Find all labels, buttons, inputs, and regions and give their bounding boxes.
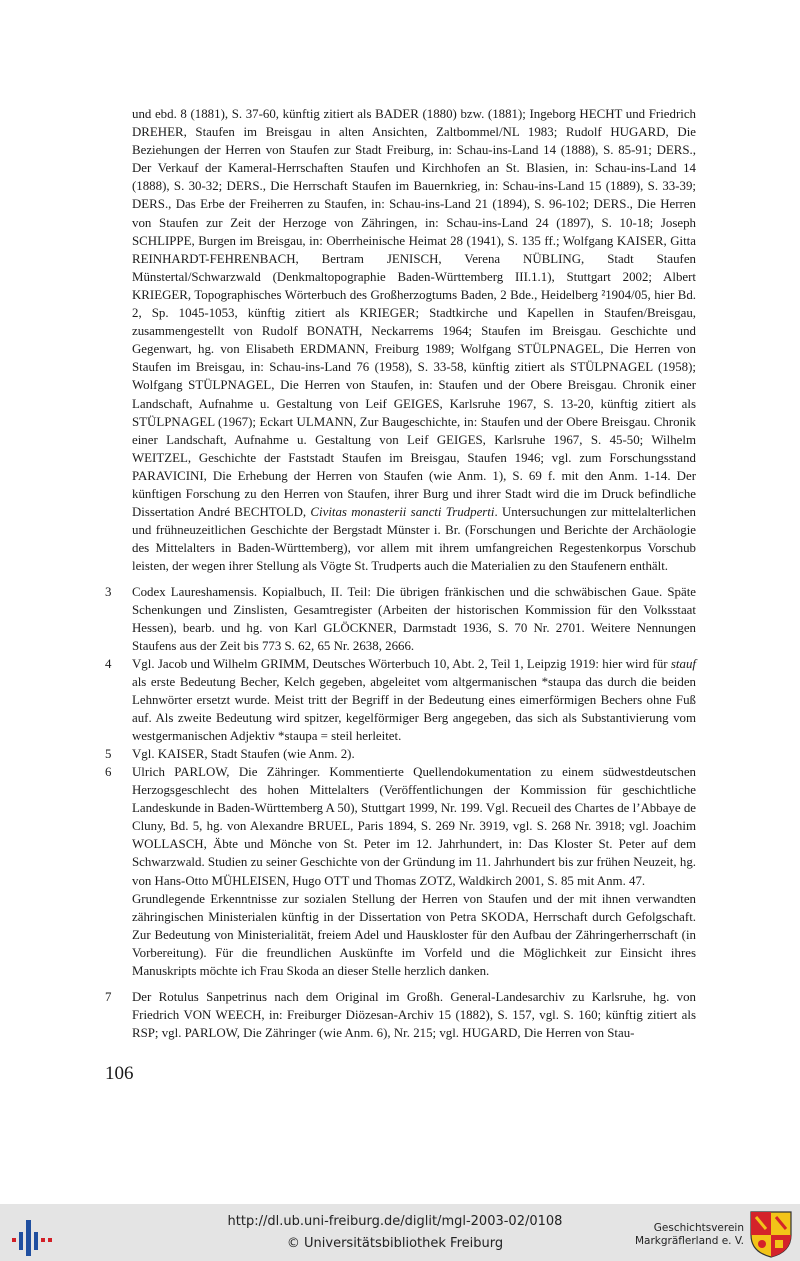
footnote-number: 5 xyxy=(105,747,112,761)
viewer-footer xyxy=(0,1204,800,1261)
footnote-text: Vgl. KAISER, Stadt Staufen (wie Anm. 2). xyxy=(132,747,355,761)
footnote-3 xyxy=(105,583,696,655)
footnote-paragraph: Grundlegende Erkenntnisse zur sozialen Stellung der Herren von Staufen und der mit ihnen verwandten zähringischen Ministerialen künftig in der Dissertation von Petra SKODA, Herrschaft durch Gefolgschaft. Zur Bedeutung von Ministerialität, freiem Adel und Hauskloster für den Aufbau der Zähringerherrschaft (in Vorbereitung). Für die freundlichen Auskünfte im Vorfeld und die Möglichkeit zur Einsicht ihres Manuskripts möchte ich Frau Skoda an dieser Stelle herzlich danken. xyxy=(132,891,696,979)
footnote-number: 4 xyxy=(105,657,112,671)
ub-freiburg-logo-icon[interactable] xyxy=(10,1212,54,1256)
footnote-text xyxy=(132,655,696,745)
footnote-7 xyxy=(105,988,696,1042)
footnote-text: Codex Laureshamensis. Kopialbuch, II. Teil: Die übrigen fränkischen und die schwäbischen Gaue. Späte Schenkungen und Zinslisten, Gesamtregister (Arbeiten der historischen Kommission für den Volksstaat Hessen), bearb. und hg. von Karl GLÖCKNER, Darmstadt 1936, S. 70 Nr. 2701. Weitere Nennungen Staufens aus der Zeit bis 773 S. 62, 65 Nr. 2638, 2666. xyxy=(132,585,696,654)
footnote-number: 7 xyxy=(105,990,112,1004)
society-name-line: Markgräflerland e. V. xyxy=(634,1235,744,1247)
footnote-italic-word: stauf xyxy=(670,657,696,671)
footnote-paragraph: Ulrich PARLOW, Die Zähringer. Kommentierte Quellendokumentation zu einem südwestdeutschen Herzogsgeschlecht des hohen Mittelalters (Veröffentlichungen der Kommission für geschichtliche Landeskunde in Baden-Württemberg A 50), Stuttgart 1999, Nr. 199. Vgl. Recueil des Chartes de l’Abbaye de Cluny, Bd. 5, hg. von Alexandre BRUEL, Paris 1894, S. 269 Nr. 3919, vgl. S. 268 Nr. 3918; vgl. Joachim WOLLASCH, Äbte und Mönche von St. Peter im 12. Jahrhundert, in: Das Kloster St. Peter auf dem Schwarzwald. Studien zu seiner Geschichte von der Gründung im 11. Jahrhundert bis zur frühen Neuzeit, hg. von Hans-Otto MÜHLEISEN, Hugo OTT und Thomas ZOTZ, Waldkirch 2001, S. 85 mit Anm. 47. xyxy=(132,765,696,888)
footnote-number: 6 xyxy=(105,765,112,779)
page-number: 106 xyxy=(105,1063,134,1084)
society-name-line: Geschichtsverein xyxy=(653,1222,744,1234)
society-name xyxy=(614,1222,744,1248)
copyright-text: © Universitätsbibliothek Freiburg xyxy=(286,1236,504,1251)
footnote-number: 3 xyxy=(105,585,112,599)
footnote-2-italic-title: Civitas monasterii sancti Trudperti xyxy=(310,505,495,520)
coat-of-arms-icon[interactable] xyxy=(748,1209,794,1259)
footnote-text-part: als erste Bedeutung Becher, Kelch gegeben, abgeleitet vom altgermanischen *staupa das durch die beiden Lehnwörter ersetzt wurde. Meist tritt der Begriff in der Bedeutung eines eimerförmigen Bechers ohne Fuß auf. Als zweite Bedeutung wird spitzer, kegelförmiger Berg angegeben, das sich als Substantivierung vom westgermanischen Adjektiv *staupa = steil herleitet. xyxy=(132,675,696,744)
footnote-6 xyxy=(105,763,696,980)
footnote-2-text-tail: . Untersuchungen zur mittelalterlichen und frühneuzeitlichen Geschichte der Bergstadt Münster i. Br. (Forschungen und Berichte der Archäologie des Mittelalters in Baden-Württemberg), vor allem mit ihrem umfangreichen Regestenkorpus Vorschub leisten, der wegen ihrer Stellung als Vögte St. Trudperts auch die Materialien zu den Staufenern enthält. xyxy=(132,505,696,574)
footnote-text xyxy=(132,763,696,980)
footnote-5 xyxy=(105,745,696,763)
footnote-text-part: Vgl. Jacob und Wilhelm GRIMM, Deutsches Wörterbuch 10, Abt. 2, Teil 1, Leipzig 1919: hier wird für xyxy=(132,657,668,671)
footnote-2-continuation xyxy=(132,105,696,575)
footnote-2-text: und ebd. 8 (1881), S. 37-60, künftig zitiert als BADER (1880) bzw. (1881); Ingeborg HECHT und Friedrich DREHER, Staufen im Breisgau in alten Ansichten, Zaltbommel/NL 1983; Rudolf HUGARD, Die Beziehungen der Herren von Staufen zur Stadt Freiburg, in: Schau-ins-Land 14 (1888), S. 85-91; DERS., Der Verkauf der Kameral-Herrschaften Staufen und Kirchhofen an St. Blasien, in: Schau-ins-Land 14 (1888), S. 30-32; DERS., Die Herrschaft Staufen im Bauernkrieg, in: Schau-ins-Land 15 (1889), S. 33-39; DERS., Das Erbe der Freiherren zu Staufen, in: Schau-ins-Land 21 (1894), S. 96-102; DERS., Die Herren von Staufen zur Zeit der Herzoge von Zähringen, in: Schau-ins-Land 24 (1897), S. 10-18; Joseph SCHLIPPE, Burgen im Breisgau, in: Oberrheinische Heimat 28 (1941), S. 135 ff.; Wolfgang KAISER, Gitta REINHARDT-FEHRENBACH, Bertram JENISCH, Verena NÜBLING, Stadt Staufen Münstertal/Schwarzwald (Denkmaltopographie Baden-Württemberg III.1.1), Stuttgart 2002; Albert KRIEGER, Topographisches Wörterbuch des Großherzogtums Baden, 2 Bde., Heidelberg ²1904/05, hier Bd. 2, Sp. 1045-1053, künftig zitiert als KRIEGER; Stadtkirche und Kapellen in Staufen/Breisgau, zusammengestellt von Rudolf BONATH, Neckarrems 1964; Staufen im Breisgau. Geschichte und Gegenwart, hg. von Elisabeth ERDMANN, Freiburg 1989; Wolfgang STÜLPNAGEL, Die Herren von Staufen im Breisgau, in: Schau-ins-Land 76 (1958), S. 33-58, künftig zitiert als STÜLPNAGEL (1958); Wolfgang STÜLPNAGEL, Die Herren von Staufen, in: Staufen und der Obere Breisgau. Chronik einer Landschaft, Aufnahme u. Gestaltung von Leif GEIGES, Karlsruhe 1967, S. 13-20, künftig zitiert als STÜLPNAGEL (1967); Eckart ULMANN, Zur Baugeschichte, in: Staufen und der Obere Breisgau. Chronik einer Landschaft, Aufnahme u. Gestaltung von Leif GEIGES, Karlsruhe 1967, S. 45-50; Wilhelm WEITZEL, Geschichte der Faststadt Staufen im Breisgau, Staufen 1946; vgl. zum Forschungsstand PARAVICINI, Die Erhebung der Herren von Staufen (wie Anm. 1), S. 69 f. mit den Anm. 1-14. Der künftigen Forschung zu den Herren von Staufen, ihrer Burg und ihrer Stadt wird die im Druck befindliche Dissertation André BECHTOLD, xyxy=(132,107,696,520)
footnote-4 xyxy=(105,655,696,745)
document-url-link[interactable]: http://dl.ub.uni-freiburg.de/diglit/mgl-2003-02/0108 xyxy=(227,1214,563,1229)
footnote-text: Der Rotulus Sanpetrinus nach dem Original im Großh. General-Landesarchiv zu Karlsruhe, hg. von Friedrich VON WEECH, in: Freiburger Diözesan-Archiv 15 (1882), S. 157, vgl. S. 160; künftig zitiert als RSP; vgl. PARLOW, Die Zähringer (wie Anm. 6), Nr. 215; vgl. HUGARD, Die Herren von Stau- xyxy=(132,990,696,1041)
